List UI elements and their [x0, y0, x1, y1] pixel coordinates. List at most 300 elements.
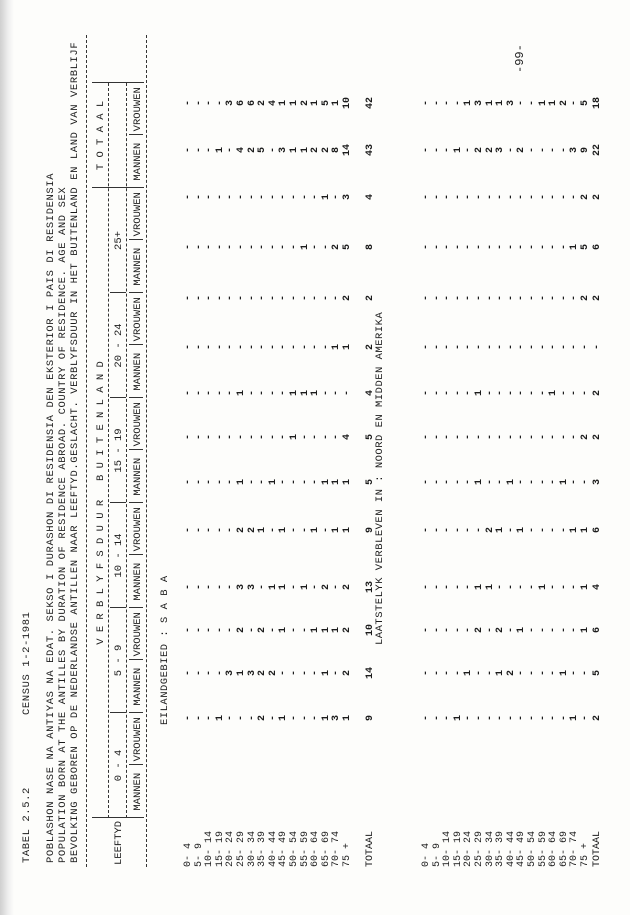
- table-cell: -: [331, 390, 343, 397]
- table-cell: 3: [225, 100, 237, 107]
- header-bar: [129, 607, 143, 608]
- table-cell: -: [193, 244, 205, 251]
- header-bar: [129, 292, 143, 293]
- table-cell: -: [527, 627, 538, 634]
- table-cell: 1: [463, 670, 475, 677]
- table-cell: -: [484, 344, 496, 351]
- table-cell: -: [569, 390, 581, 397]
- age-label: 50- 54: [289, 830, 300, 867]
- table-cell: -: [537, 147, 549, 154]
- table-cell: 2: [484, 147, 496, 154]
- table-cell: -: [299, 479, 311, 486]
- table-cell: 5: [320, 100, 332, 107]
- table-cell: -: [484, 715, 496, 722]
- table-cell: 2: [580, 295, 591, 302]
- table-cell: -: [442, 479, 454, 486]
- table-cell: -: [278, 670, 290, 677]
- table-cell: -: [267, 627, 279, 634]
- total-cell: 6: [592, 627, 603, 634]
- table-cell: -: [558, 627, 570, 634]
- table-cell: 3: [495, 147, 507, 154]
- vrouwen-header: VROUWEN: [132, 717, 144, 762]
- table-cell: 1: [331, 527, 343, 534]
- table-cell: -: [183, 244, 194, 251]
- table-cell: 1: [342, 479, 353, 486]
- table-cell: -: [225, 627, 237, 634]
- age-label: 60- 64: [548, 830, 560, 867]
- table-cell: 2: [558, 100, 570, 107]
- table-cell: -: [214, 390, 226, 397]
- table-cell: -: [310, 715, 322, 722]
- table-cell: -: [299, 194, 311, 201]
- table-cell: 6: [246, 100, 258, 107]
- table-cell: -: [204, 244, 216, 251]
- total-cell: 2: [592, 194, 603, 201]
- table-cell: -: [537, 627, 549, 634]
- table-cell: -: [495, 434, 507, 441]
- table-cell: -: [505, 244, 517, 251]
- table-cell: -: [442, 194, 454, 201]
- table-cell: -: [310, 244, 322, 251]
- table-cell: -: [246, 194, 258, 201]
- table-cell: -: [183, 627, 194, 634]
- header-bar: [129, 712, 143, 713]
- table-cell: -: [320, 434, 332, 441]
- header-bar: [129, 450, 143, 451]
- table-cell: -: [495, 479, 507, 486]
- age-group-header: 25+: [113, 231, 125, 250]
- age-label: 15- 19: [452, 830, 464, 867]
- table-cell: 1: [484, 584, 496, 591]
- table-cell: -: [452, 434, 464, 441]
- table-cell: 2: [331, 244, 343, 251]
- table-cell: -: [246, 479, 258, 486]
- table-cell: 4: [267, 100, 279, 107]
- table-cell: -: [246, 295, 258, 302]
- table-cell: -: [558, 715, 570, 722]
- table-cell: -: [421, 479, 432, 486]
- total-cell: 3: [592, 479, 603, 486]
- age-label: 65- 69: [320, 830, 332, 867]
- table-cell: 1: [289, 390, 300, 397]
- table-cell: -: [463, 715, 475, 722]
- age-label: 5- 9: [193, 842, 205, 867]
- table-cell: -: [246, 434, 258, 441]
- age-group-header: 0 - 4: [113, 749, 125, 782]
- table-cell: -: [527, 715, 538, 722]
- table-cell: -: [214, 295, 226, 302]
- table-cell: 2: [257, 100, 269, 107]
- table-cell: -: [225, 295, 237, 302]
- table-cell: -: [452, 670, 464, 677]
- table-cell: -: [289, 194, 300, 201]
- header-bar: [110, 502, 126, 503]
- table-cell: 1: [342, 344, 353, 351]
- table-cell: -: [267, 715, 279, 722]
- table-cell: 1: [278, 527, 290, 534]
- table-cell: -: [310, 194, 322, 201]
- table-cell: -: [225, 390, 237, 397]
- table-cell: -: [495, 295, 507, 302]
- table-cell: -: [225, 584, 237, 591]
- age-label: 65- 69: [558, 830, 570, 867]
- total-cell: 10: [365, 624, 376, 637]
- table-cell: -: [421, 100, 432, 107]
- table-cell: -: [267, 344, 279, 351]
- table-cell: 9: [580, 147, 591, 154]
- table-cell: -: [267, 295, 279, 302]
- table-cell: -: [183, 147, 194, 154]
- total-cell: 5: [592, 670, 603, 677]
- table-cell: -: [484, 244, 496, 251]
- table-cell: -: [278, 194, 290, 201]
- table-cell: -: [193, 295, 205, 302]
- total-cell: 4: [592, 584, 603, 591]
- mannen-header: MANNEN: [132, 772, 144, 811]
- table-cell: 1: [474, 479, 485, 486]
- table-cell: -: [558, 344, 570, 351]
- table-cell: 2: [320, 584, 332, 591]
- table-cell: 2: [246, 527, 258, 534]
- table-cell: -: [431, 147, 443, 154]
- table-cell: 1: [299, 390, 311, 397]
- table-cell: -: [193, 147, 205, 154]
- age-label: 50- 54: [527, 830, 538, 867]
- table-cell: 1: [463, 100, 475, 107]
- table-cell: -: [183, 390, 194, 397]
- table-cell: -: [569, 194, 581, 201]
- table-cell: -: [421, 390, 432, 397]
- table-cell: -: [527, 390, 538, 397]
- table-cell: -: [246, 344, 258, 351]
- table-cell: -: [320, 527, 332, 534]
- table-cell: 8: [331, 147, 343, 154]
- age-label: 70- 74: [569, 830, 581, 867]
- age-label: 35- 39: [495, 830, 507, 867]
- table-cell: 2: [580, 434, 591, 441]
- table-cell: -: [516, 715, 528, 722]
- table-cell: -: [431, 434, 443, 441]
- age-label: 75 +: [342, 842, 353, 867]
- total-cell: 9: [365, 715, 376, 722]
- table-cell: 2: [320, 147, 332, 154]
- table-cell: 3: [331, 715, 343, 722]
- table-cell: -: [331, 295, 343, 302]
- table-cell: 1: [320, 194, 332, 201]
- table-cell: -: [204, 584, 216, 591]
- table-cell: -: [236, 295, 247, 302]
- table-cell: -: [204, 479, 216, 486]
- table-cell: -: [331, 194, 343, 201]
- table-cell: -: [431, 194, 443, 201]
- table-cell: -: [474, 194, 485, 201]
- table-cell: -: [225, 434, 237, 441]
- table-cell: -: [537, 670, 549, 677]
- table-cell: -: [548, 584, 560, 591]
- table-cell: -: [569, 295, 581, 302]
- table-cell: -: [299, 344, 311, 351]
- table-cell: 5: [580, 100, 591, 107]
- table-cell: -: [267, 147, 279, 154]
- table-cell: -: [204, 344, 216, 351]
- table-cell: -: [289, 527, 300, 534]
- table-cell: 1: [580, 627, 591, 634]
- table-cell: -: [580, 670, 591, 677]
- table-cell: -: [193, 627, 205, 634]
- table-cell: -: [537, 244, 549, 251]
- table-cell: -: [289, 715, 300, 722]
- table-cell: -: [246, 244, 258, 251]
- table-cell: 1: [299, 147, 311, 154]
- group-label: V E R B L Y F S D U U R B U I T E N L A N D: [95, 361, 107, 645]
- table-cell: 2: [342, 584, 353, 591]
- table-cell: -: [193, 100, 205, 107]
- total-cell: 2: [592, 434, 603, 441]
- table-cell: -: [516, 344, 528, 351]
- table-cell: -: [246, 627, 258, 634]
- table-cell: -: [289, 344, 300, 351]
- header-bar: [110, 712, 126, 713]
- table-cell: -: [452, 344, 464, 351]
- table-cell: -: [204, 434, 216, 441]
- table-cell: 1: [214, 147, 226, 154]
- header-rule-sub: [126, 83, 127, 818]
- table-cell: -: [431, 627, 443, 634]
- table-cell: -: [580, 390, 591, 397]
- table-cell: 1: [580, 527, 591, 534]
- age-label: 20- 24: [225, 830, 237, 867]
- table-cell: -: [463, 295, 475, 302]
- table-cell: 2: [299, 100, 311, 107]
- table-cell: -: [442, 244, 454, 251]
- table-cell: 3: [246, 670, 258, 677]
- table-cell: 3: [246, 584, 258, 591]
- table-cell: -: [516, 295, 528, 302]
- table-cell: -: [310, 295, 322, 302]
- table-cell: -: [278, 344, 290, 351]
- table-cell: -: [310, 479, 322, 486]
- table-cell: -: [569, 434, 581, 441]
- table-cell: -: [193, 344, 205, 351]
- table-cell: -: [214, 344, 226, 351]
- age-label: 75 +: [580, 842, 591, 867]
- table-cell: -: [214, 670, 226, 677]
- total-cell: 9: [365, 527, 376, 534]
- age-label: 55- 59: [299, 830, 311, 867]
- table-cell: -: [204, 194, 216, 201]
- table-cell: -: [278, 479, 290, 486]
- header-rule-top: [86, 35, 87, 867]
- table-cell: -: [421, 344, 432, 351]
- table-cell: -: [183, 527, 194, 534]
- table-cell: -: [442, 434, 454, 441]
- table-cell: 1: [320, 479, 332, 486]
- table-cell: 4: [342, 434, 353, 441]
- table-cell: 1: [495, 100, 507, 107]
- table-cell: 6: [236, 100, 247, 107]
- total-cell: 5: [365, 434, 376, 441]
- table-cell: 3: [225, 670, 237, 677]
- table-cell: -: [214, 194, 226, 201]
- table-cell: -: [431, 344, 443, 351]
- age-label: 35- 39: [257, 830, 269, 867]
- table-cell: -: [442, 344, 454, 351]
- table-cell: -: [569, 100, 581, 107]
- table-cell: 1: [331, 344, 343, 351]
- table-cell: -: [331, 670, 343, 677]
- total-label: T O T A A L: [95, 100, 107, 171]
- table-cell: -: [310, 434, 322, 441]
- age-label: 70- 74: [331, 830, 343, 867]
- table-cell: -: [505, 627, 517, 634]
- table-cell: 2: [257, 715, 269, 722]
- table-cell: -: [452, 584, 464, 591]
- table-cell: -: [299, 527, 311, 534]
- header-bar: [110, 607, 126, 608]
- table-cell: 3: [278, 147, 290, 154]
- table-cell: -: [193, 479, 205, 486]
- census-date: CENSUS 1-2-1981: [21, 611, 33, 715]
- table-cell: -: [431, 244, 443, 251]
- table-cell: -: [299, 295, 311, 302]
- table-cell: -: [225, 194, 237, 201]
- table-cell: -: [495, 344, 507, 351]
- table-cell: -: [463, 244, 475, 251]
- table-cell: -: [558, 244, 570, 251]
- table-cell: -: [236, 434, 247, 441]
- table-cell: -: [537, 434, 549, 441]
- table-cell: -: [320, 244, 332, 251]
- table-cell: -: [505, 434, 517, 441]
- age-group-header: 20 - 24: [113, 323, 125, 368]
- table-cell: 2: [342, 670, 353, 677]
- title-dutch: BEVOLKING GEBOREN OP DE NEDERLANDSE ANTILLEN NAAR LEEFTYD.GESLACHT. VERBLYFSDUUR IN HET BUITENLAND EN LAND VAN VERBLIJF: [69, 41, 81, 863]
- table-cell: 1: [289, 100, 300, 107]
- table-cell: -: [236, 344, 247, 351]
- table-cell: -: [246, 390, 258, 397]
- table-cell: 1: [331, 479, 343, 486]
- table-cell: -: [558, 584, 570, 591]
- table-cell: -: [558, 527, 570, 534]
- table-cell: -: [257, 584, 269, 591]
- table-cell: 1: [278, 584, 290, 591]
- table-cell: 1: [289, 434, 300, 441]
- table-cell: -: [548, 194, 560, 201]
- table-cell: -: [431, 670, 443, 677]
- table-cell: -: [452, 100, 464, 107]
- table-cell: -: [580, 344, 591, 351]
- header-bar: [129, 502, 143, 503]
- table-cell: 1: [331, 100, 343, 107]
- table-cell: -: [537, 390, 549, 397]
- table-cell: -: [289, 295, 300, 302]
- table-cell: -: [537, 194, 549, 201]
- table-cell: 5: [342, 244, 353, 251]
- table-cell: 2: [310, 147, 322, 154]
- table-cell: 1: [278, 715, 290, 722]
- table-cell: 1: [548, 100, 560, 107]
- table-cell: 1: [236, 390, 247, 397]
- table-cell: -: [204, 527, 216, 534]
- section-title: LAATSTELYK VERBLEVEN IN : NOORD EN MIDDEN AMERIKA: [374, 311, 386, 645]
- table-cell: 2: [342, 627, 353, 634]
- table-cell: -: [537, 344, 549, 351]
- table-cell: -: [183, 670, 194, 677]
- table-cell: -: [548, 715, 560, 722]
- header-bar: [129, 345, 143, 346]
- table-cell: -: [278, 244, 290, 251]
- table-cell: 2: [257, 670, 269, 677]
- table-cell: -: [474, 295, 485, 302]
- age-group-header: 10 - 14: [113, 533, 125, 578]
- header-bar: [110, 292, 126, 293]
- table-cell: -: [527, 527, 538, 534]
- age-label: 60- 64: [310, 830, 322, 867]
- mannen-header: MANNEN: [132, 352, 144, 391]
- table-cell: -: [505, 527, 517, 534]
- table-cell: -: [505, 295, 517, 302]
- table-cell: -: [505, 344, 517, 351]
- mannen-header: MANNEN: [132, 457, 144, 496]
- table-cell: -: [267, 390, 279, 397]
- table-cell: -: [580, 715, 591, 722]
- table-cell: -: [267, 527, 279, 534]
- table-cell: -: [463, 479, 475, 486]
- total-row-label: TOTAAL: [592, 830, 603, 867]
- table-cell: -: [225, 479, 237, 486]
- table-cell: 3: [505, 100, 517, 107]
- table-cell: 2: [342, 295, 353, 302]
- table-cell: -: [193, 715, 205, 722]
- table-cell: -: [505, 715, 517, 722]
- table-cell: -: [289, 479, 300, 486]
- section-title: EILANDGEBIED : S A B A: [159, 575, 171, 725]
- total-cell: -: [592, 344, 603, 351]
- table-cell: -: [183, 100, 194, 107]
- table-cell: -: [193, 584, 205, 591]
- age-label: 45- 49: [278, 830, 290, 867]
- table-cell: -: [558, 194, 570, 201]
- table-cell: -: [484, 194, 496, 201]
- table-cell: -: [452, 627, 464, 634]
- table-cell: -: [204, 627, 216, 634]
- age-label: 30- 34: [484, 830, 496, 867]
- table-cell: 1: [452, 715, 464, 722]
- table-cell: -: [214, 244, 226, 251]
- table-cell: -: [516, 100, 528, 107]
- table-cell: -: [236, 715, 247, 722]
- table-cell: -: [442, 584, 454, 591]
- table-cell: 1: [320, 670, 332, 677]
- table-cell: -: [527, 434, 538, 441]
- table-cell: -: [495, 244, 507, 251]
- table-cell: -: [204, 390, 216, 397]
- table-cell: -: [527, 194, 538, 201]
- table-cell: -: [474, 527, 485, 534]
- table-cell: -: [452, 527, 464, 534]
- table-cell: -: [548, 147, 560, 154]
- table-cell: -: [257, 244, 269, 251]
- total-cell: 8: [365, 244, 376, 251]
- table-cell: -: [505, 584, 517, 591]
- table-cell: 2: [580, 194, 591, 201]
- table-cell: 2: [505, 670, 517, 677]
- table-cell: -: [516, 670, 528, 677]
- table-cell: -: [289, 670, 300, 677]
- table-cell: 1: [516, 527, 528, 534]
- total-cell: 4: [365, 390, 376, 397]
- table-cell: -: [505, 194, 517, 201]
